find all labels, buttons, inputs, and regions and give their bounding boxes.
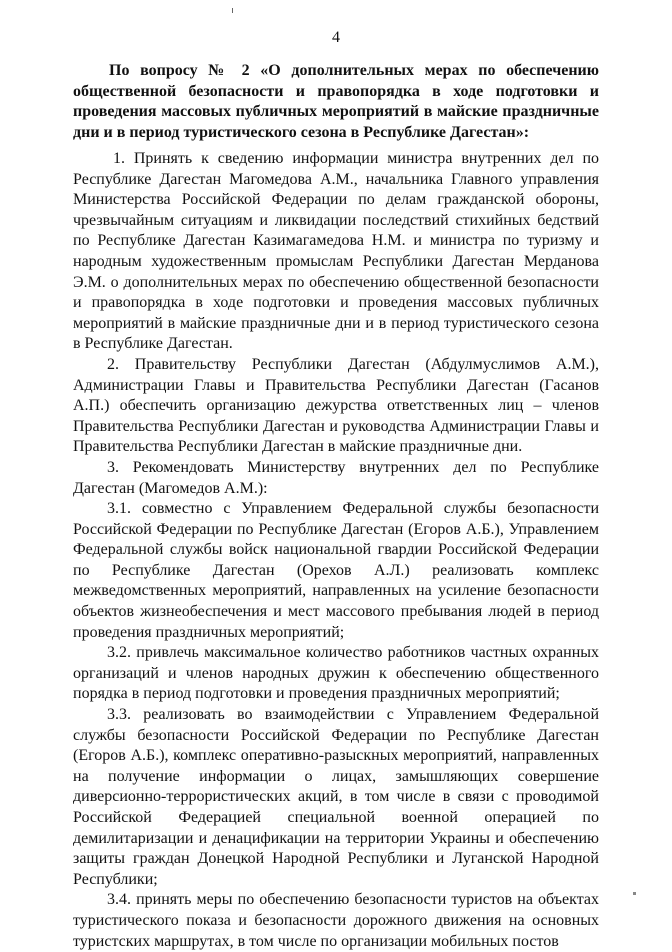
paragraph-3-4: 3.4. принять меры по обеспечению безопасности туристов на объектах туристического показа и безопасности дорожного движения на основных туристских маршрутах, в том числе по организации мобильных постов [73,891,599,950]
paragraph-3-1: 3.1. совместно с Управлением Федеральной службы безопасности Российской Федерации по Республике Дагестан (Егоров А.Б.), Управлением Федеральной службы войск национальной гвардии Российской Федерации по Республике Дагестан (Орехов А.Л.) реализовать комплекс межведомственных мероприятий, направленных на усиление безопасности объектов жизнеобеспечения и мест массового пребывания людей в период проведения праздничных мероприятий; [73,500,599,641]
paragraph-2: 2. Правительству Республики Дагестан (Абдулмуслимов А.М.), Администрации Главы и Правительства Республики Дагестан (Гасанов А.П.) обеспечить организацию дежурства ответственных лиц – членов Правительства Республики Дагестан и руководства Администрации Главы и Правительства Республики Дагестан в майские праздничные дни. [73,355,599,456]
document-body [73,149,599,952]
page-number: 4 [332,29,340,46]
scan-edge-mark [633,892,636,895]
paragraph-3-2: 3.2. привлечь максимальное количество работников частных охранных организаций и членов народных дружин к обеспечению общественного порядка в период подготовки и проведения праздничных мероприятий; [73,644,599,703]
paragraph-3-3: 3.3. реализовать во взаимодействии с Управлением Федеральной службы безопасности Российской Федерации по Республике Дагестан (Егоров А.Б.), комплекс оперативно-разыскных мероприятий, направленных на получение информации о лицах, замышляющих совершение диверсионно-террористических акций, в том числе в связи с проводимой Российской Федерацией специальной военной операцией по демилитаризации и денацификации на территории Украины и обеспечению защиты граждан Донецкой Народной Республики и Луганской Народной Республики; [73,706,599,888]
paragraph-1: 1. Принять к сведению информации министра внутренних дел по Республике Дагестан Магомедова А.М., начальника Главного управления Министерства Российской Федерации по делам гражданской обороны, чрезвычайным ситуациям и ликвидации последствий стихийных бедствий по Республике Дагестан Казимагамедова Н.М. и министра по туризму и народным художественным промыслам Республики Дагестан Мерданова Э.М. о дополнительных мерах по обеспечению общественной безопасности и правопорядка в ходе подготовки и проведения массовых публичных мероприятий в майские праздничные дни и в период туристического сезона в Республике Дагестан. [73,150,599,353]
paragraph-3: 3. Рекомендовать Министерству внутренних дел по Республике Дагестан (Магомедов А.М.): [73,458,599,497]
section-heading: По вопросу № 2 «О дополнительных мерах по обеспечению общественной безопасности и правопорядка в ходе подготовки и проведения массовых публичных мероприятий в майские праздничные дни и в период туристического сезона в Республике Дагестан»: [73,62,599,141]
scan-mark [232,8,233,13]
